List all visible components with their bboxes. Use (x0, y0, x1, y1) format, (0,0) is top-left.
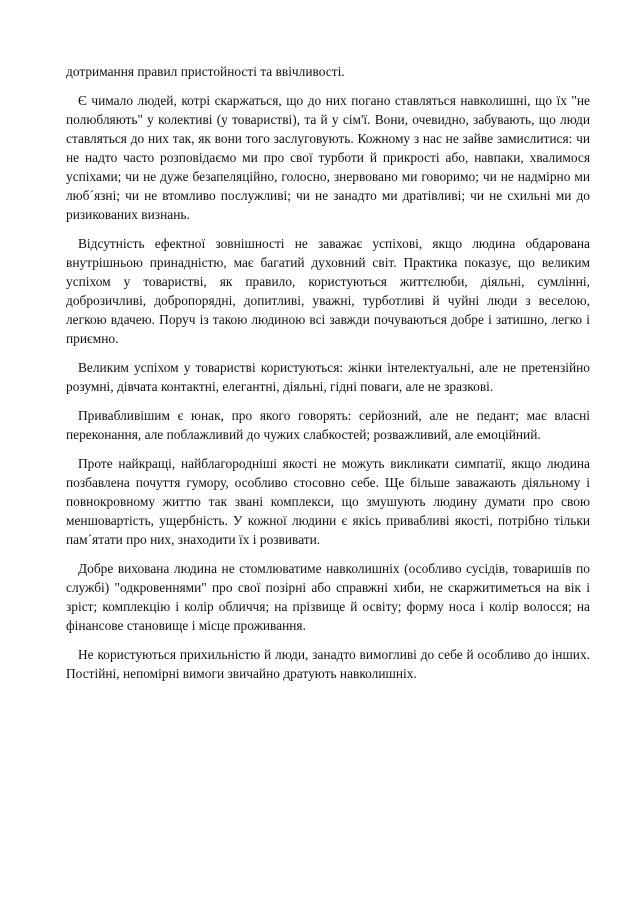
document-page (66, 62, 590, 693)
paragraph-continuation: дотримання правил пристойності та ввічливості. (66, 64, 345, 79)
paragraph-women: Великим успіхом у товаристві користуються: жінки інтелектуальні, але не претензійно розумні, дівчата контактні, елегантні, діяльні, гідні поваги, але не зразкові. (66, 360, 590, 394)
paragraph-well-bred: Добре вихована людина не стомлюватиме навколишніх (особливо сусідів, товаришів по службі) "одкровеннями" про свої позірні або справжні хиби, не скаржитиметься на вік і зріст; комплекцію і колір обличчя; на прізвище й освіту; форму носа і колір волосся; на фінансове становище і місце проживання. (66, 561, 590, 633)
paragraph-appearance: Відсутність ефектної зовнішності не заважає успіхові, якщо людина обдарована внутрішньою принадністю, має багатий духовний світ. Практика показує, що великим успіхом у товаристві, як правило, користуються життєлюби, діяльні, сумлінні, доброзичливі, добропорядні, допитливі, уважні, турботливі й чуйні люди з веселою, легкою вдачею. Поруч із такою людиною всі завжди почуваються добре і затишно, легко і приємно. (66, 236, 590, 346)
paragraph-demanding: Не користуються прихильністю й люди, занадто вимогливі до себе й особливо до інших. Постійні, непомірні вимоги звичайно дратують навколишніх. (66, 647, 590, 681)
paragraph-humor: Проте найкращі, найблагородніші якості не можуть викликати симпатії, якщо людина позбавлена почуття гумору, особливо стосовно себе. Ще більше заважають діяльному і повнокровному життю так звані комплекси, що змушують людину думати про свою меншовартість, ущербність. У кожної людини є якісь привабливі якості, потрібно тільки пам´ятати про них, знаходити їх і розвивати. (66, 456, 590, 547)
paragraph-complaints: Є чимало людей, котрі скаржаться, що до них погано ставляться навколишні, що їх "не полюбляють" у колективі (у товаристві), та й у сім'ї. Вони, очевидно, забувають, що люди ставляться до них так, як вони того заслуговують. Кожному з нас не зайве замислитися: чи не надто часто розповідаємо ми про свої турботи й прикрості або, навпаки, хвалимося успіхами; чи не дуже безапеляційно, голосно, знервовано ми говоримо; чи не надмірно ми люб´язні; чи не втомливо послужливі; чи не занадто ми дратівливі; чи не схильні ми до ризикованих визнань. (66, 93, 590, 222)
paragraph-young-man: Привабливішим є юнак, про якого говорять: серйозний, але не педант; має власні переконання, але поблажливий до чужих слабкостей; розважливий, але емоційний. (66, 408, 590, 442)
